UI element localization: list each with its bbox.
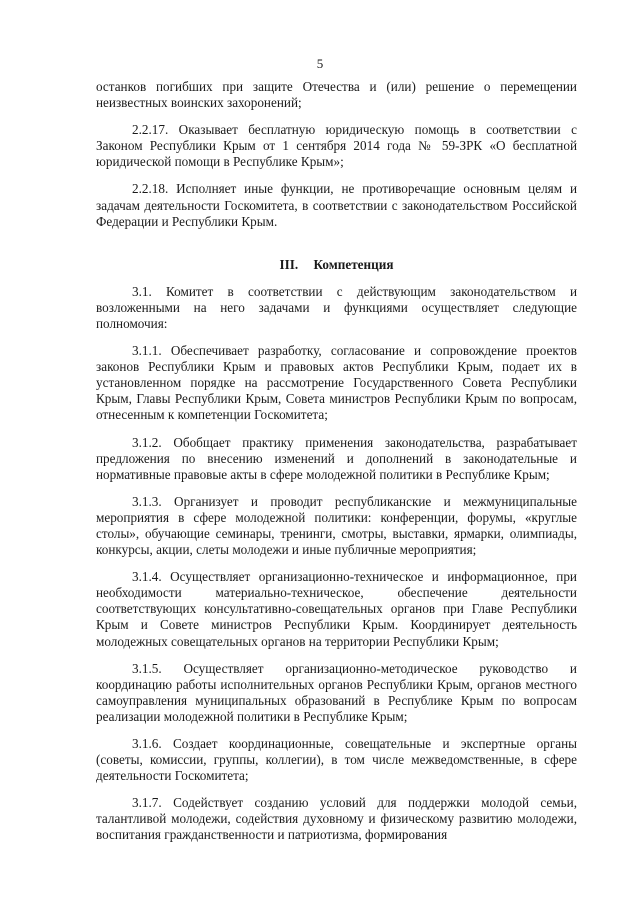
paragraph-3-1-7: 3.1.7. Содействует созданию условий для поддержки молодой семьи, талантливой молодежи, содействия духовному и физическому развитию молодежи, воспитания гражданственности и патриотизма, формирования (96, 795, 577, 843)
paragraph-3-1-5: 3.1.5. Осуществляет организационно-методическое руководство и координацию работы исполнительных органов Республики Крым, органов местного самоуправления муниципальных образований в Республике Крым по вопросам реализации молодежной политики в Республике Крым; (96, 660, 577, 724)
paragraph-3-1-1: 3.1.1. Обеспечивает разработку, согласование и сопровождение проектов законов Республики Крым и правовых актов Республики Крым, подает их в установленном порядке на рассмотрение Государственного Совета Республики Крым, Главы Республики Крым, Совета министров Республики Крым по вопросам, отнесенным к компетенции Госкомитета; (96, 343, 577, 423)
page-number: 5 (316, 56, 324, 71)
paragraph-3-1-2: 3.1.2. Обобщает практику применения законодательства, разрабатывает предложения по внесению изменений и дополнений в законодательные и нормативные правовые акты в сфере молодежной политики в Республике Крым; (96, 434, 577, 482)
section-heading: III. Компетенция (279, 256, 394, 272)
document-body (96, 79, 577, 844)
paragraph-3-1-3: 3.1.3. Организует и проводит республиканские и межмуниципальные мероприятия в сфере молодежной политики: конференции, форумы, «круглые столы», обучающие семинары, тренинги, смотры, выставки, ярмарки, олимпиады, конкурсы, акции, слеты молодежи и иные публичные мероприятия; (96, 493, 577, 558)
paragraph-2-2-17: 2.2.17. Оказывает бесплатную юридическую помощь в соответствии с Законом Республики Крым от 1 сентября 2014 года № 59-ЗРК «О бесплатной юридической помощи в Республике Крым»; (96, 122, 577, 170)
paragraph-3-1: 3.1. Комитет в соответствии с действующим законодательством и возложенными на него задачами и функциями осуществляет следующие полномочия: (96, 283, 577, 331)
paragraph-continuation: останков погибших при защите Отечества и (или) решение о перемещении неизвестных воинских захоронений; (96, 79, 577, 111)
paragraph-3-1-6: 3.1.6. Создает координационные, совещательные и экспертные органы (советы, комиссии, группы, коллегии), в том числе межведомственные, в сфере деятельности Госкомитета; (96, 736, 577, 784)
paragraph-3-1-4: 3.1.4. Осуществляет организационно-техническое и информационное, при необходимости материально-техническое, обеспечение деятельности соответствующих консультативно-совещательных органов при Главе Республики Крым и Совете министров Республики Крым. Координирует деятельность молодежных совещательных органов на территории Республики Крым; (96, 569, 577, 649)
paragraph-2-2-18: 2.2.18. Исполняет иные функции, не противоречащие основным целям и задачам деятельности Госкомитета, в соответствии с законодательством Российской Федерации и Республики Крым. (96, 181, 577, 229)
